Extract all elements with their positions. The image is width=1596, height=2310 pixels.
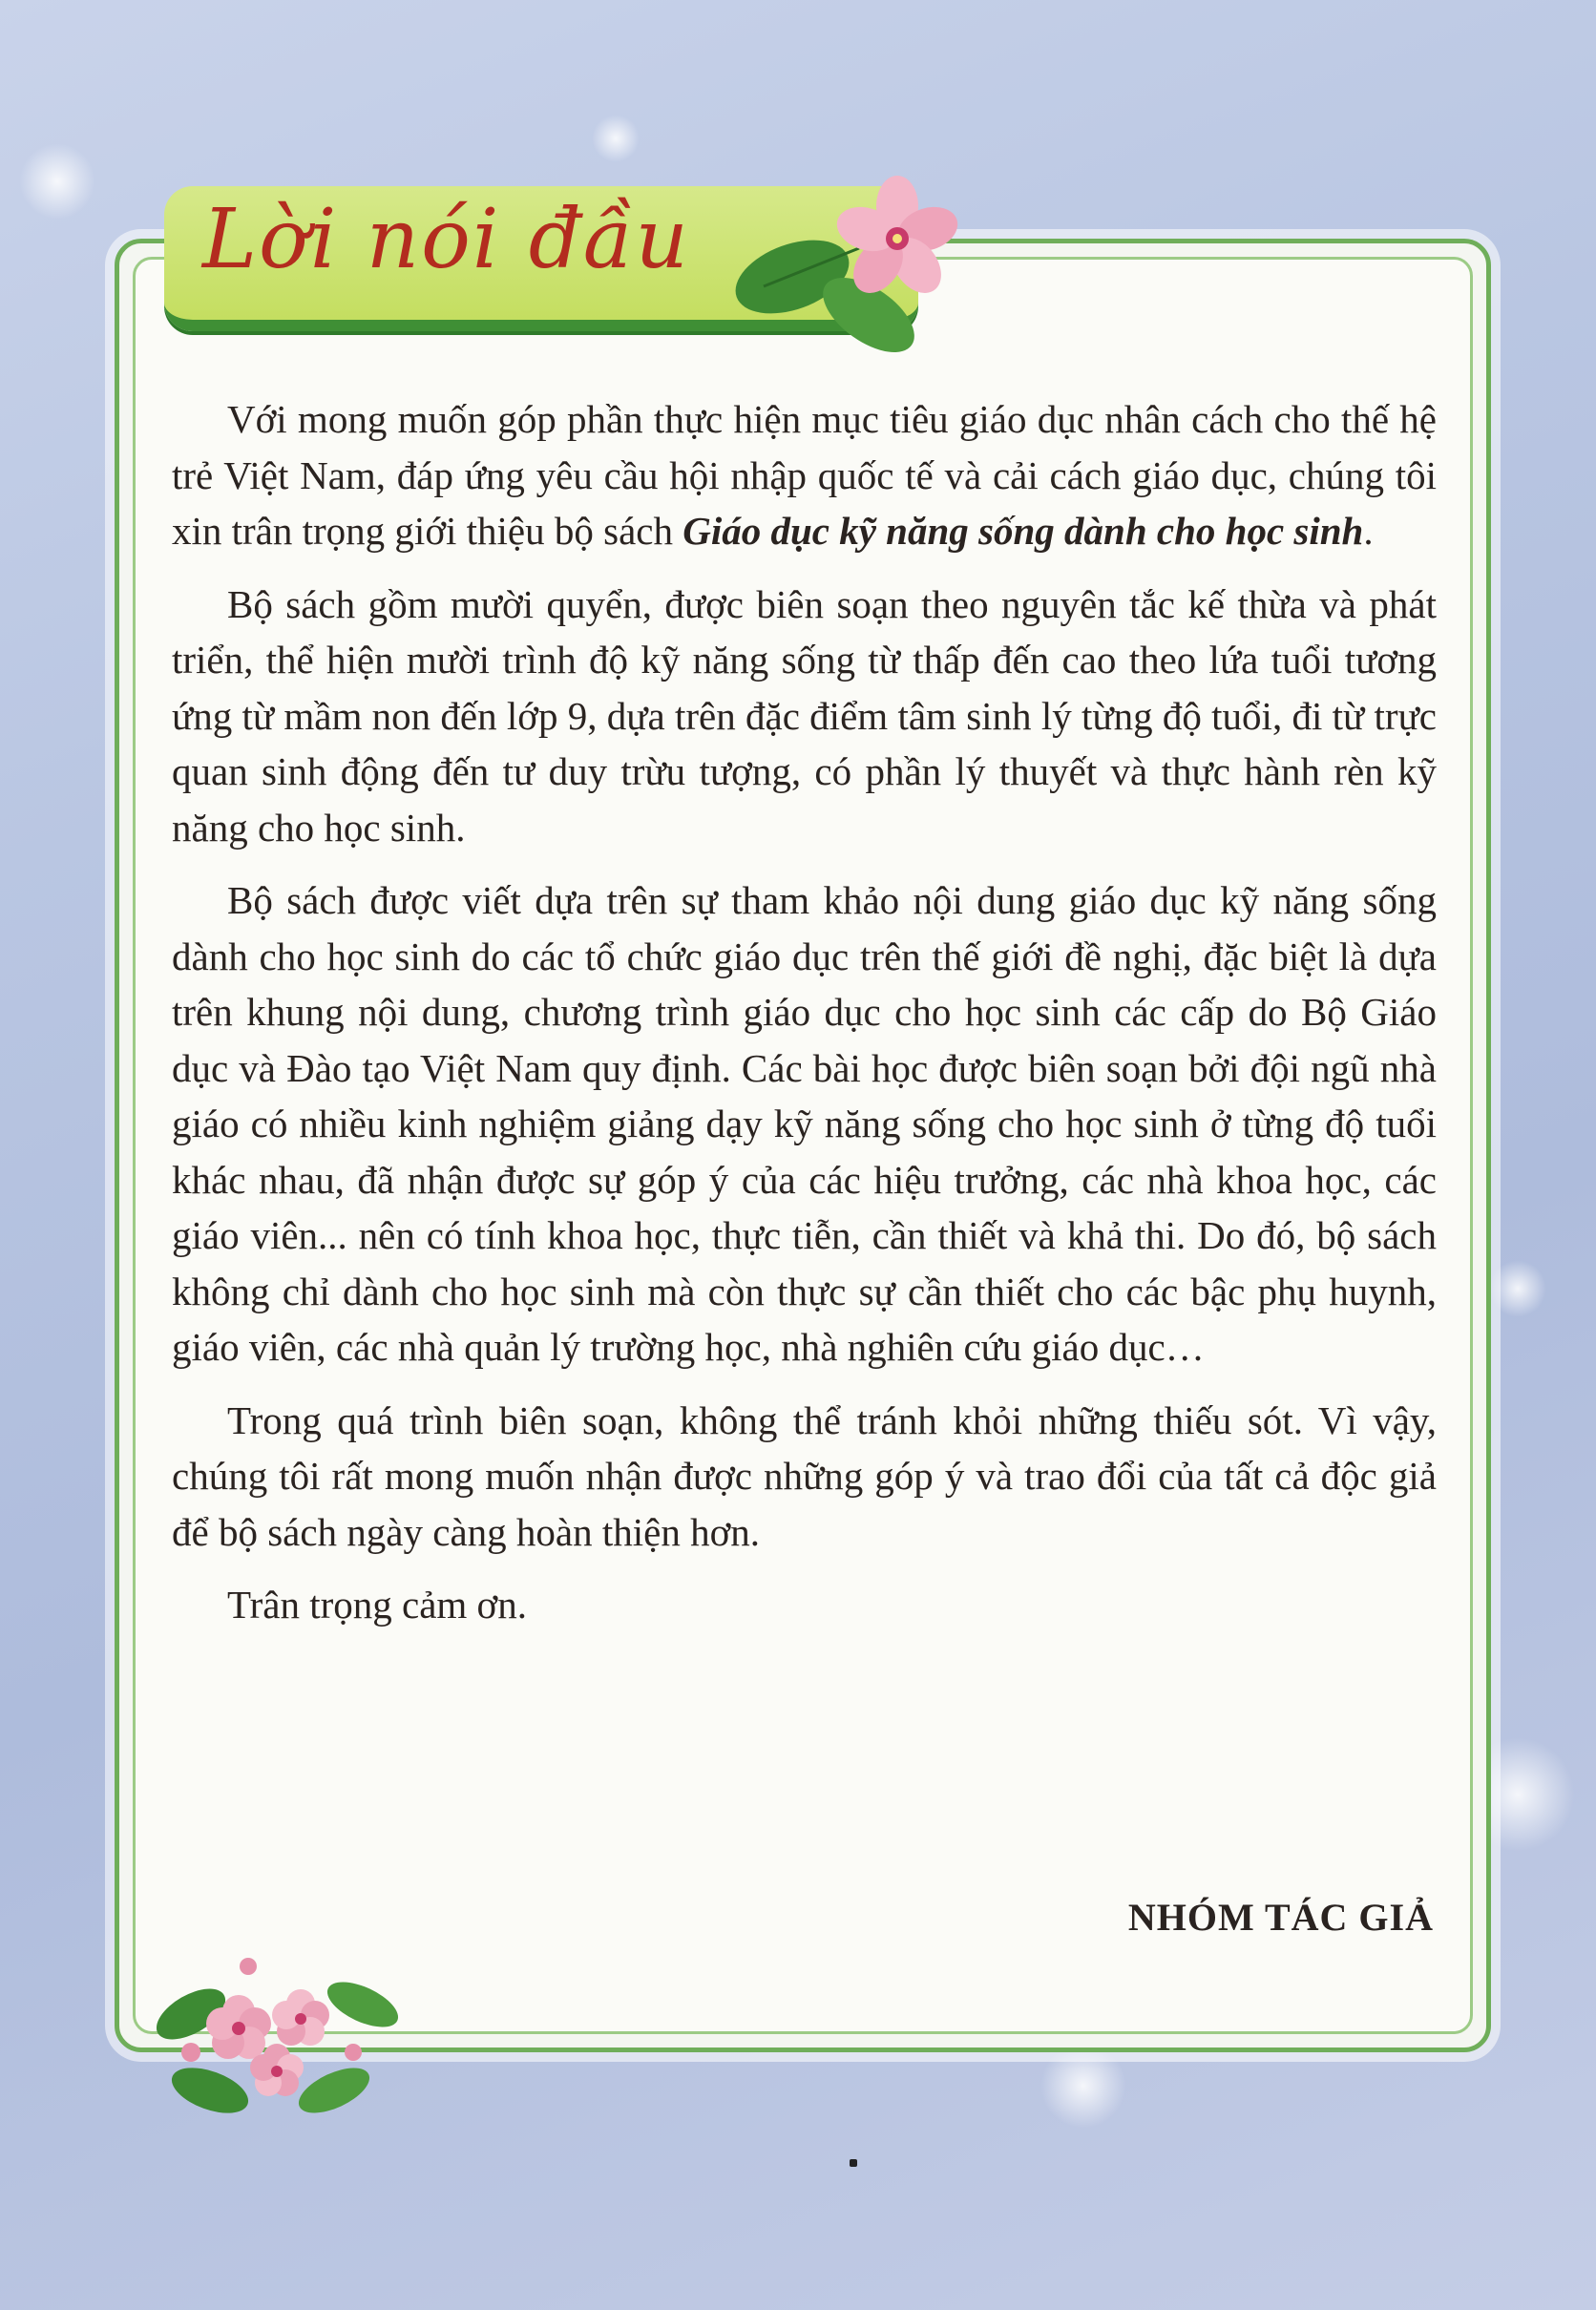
paragraph-1-end: .	[1363, 509, 1374, 553]
background-bokeh	[1040, 2043, 1126, 2129]
background-bokeh	[19, 143, 95, 220]
page-title: Lời nói đầu	[202, 192, 690, 287]
background-bokeh	[592, 115, 640, 162]
book-title: Giáo dục kỹ năng sống dành cho học sinh	[682, 509, 1364, 553]
paragraph-1-text: Với mong muốn góp phần thực hiện mục tiêu giáo dục nhân cách cho thế hệ trẻ Việt Nam, đáp ứng yêu cầu hội nhập quốc tế và cải cách giáo dục, chúng tôi xin trân trọng giới thiệu bộ sách	[172, 397, 1437, 553]
flower-bottom-icon	[134, 1938, 420, 2129]
page-marker	[850, 2159, 857, 2167]
paragraph-4: Trong quá trình biên soạn, không thể tránh khỏi những thiếu sót. Vì vậy, chúng tôi rất mong muốn nhận được những góp ý và trao đổi của tất cả độc giả để bộ sách ngày càng hoàn thiện hơn.	[172, 1397, 1437, 1554]
signature: NHÓM TÁC GIẢ	[1127, 1896, 1434, 1939]
preface-body	[172, 391, 1437, 1650]
paragraph-5: Trân trọng cảm ơn.	[227, 1583, 527, 1627]
paragraph-3: Bộ sách được viết dựa trên sự tham khảo nội dung giáo dục kỹ năng sống dành cho học sinh do các tổ chức giáo dục trên thế giới đề nghị, đặc biệt là dựa trên khung nội dung, chương trình giáo dục cho học sinh các cấp do Bộ Giáo dục và Đào tạo Việt Nam quy định. Các bài học được biên soạn bởi đội ngũ nhà giáo có nhiều kinh nghiệm giảng dạy kỹ năng sống cho học sinh ở từng độ tuổi khác nhau, đã nhận được sự góp ý của các hiệu trưởng, các nhà khoa học, các giáo viên... nên có tính khoa học, thực tiễn, cần thiết và khả thi. Do đó, bộ sách không chỉ dành cho học sinh mà còn thực sự cần thiết cho các bậc phụ huynh, giáo viên, các nhà quản lý trường học, nhà nghiên cứu giáo dục…	[172, 878, 1437, 1369]
flower-top-icon	[725, 172, 974, 363]
background-bokeh	[1489, 1260, 1546, 1317]
paragraph-2: Bộ sách gồm mười quyển, được biên soạn theo nguyên tắc kế thừa và phát triển, thể hiện mười trình độ kỹ năng sống từ thấp đến cao theo lứa tuổi tương ứng từ mầm non đến lớp 9, dựa trên đặc điểm tâm sinh lý từng độ tuổi, đi từ trực quan sinh động đến tư duy trừu tượng, có phần lý thuyết và thực hành rèn kỹ năng cho học sinh.	[172, 581, 1437, 850]
paragraph-1	[172, 391, 1437, 559]
